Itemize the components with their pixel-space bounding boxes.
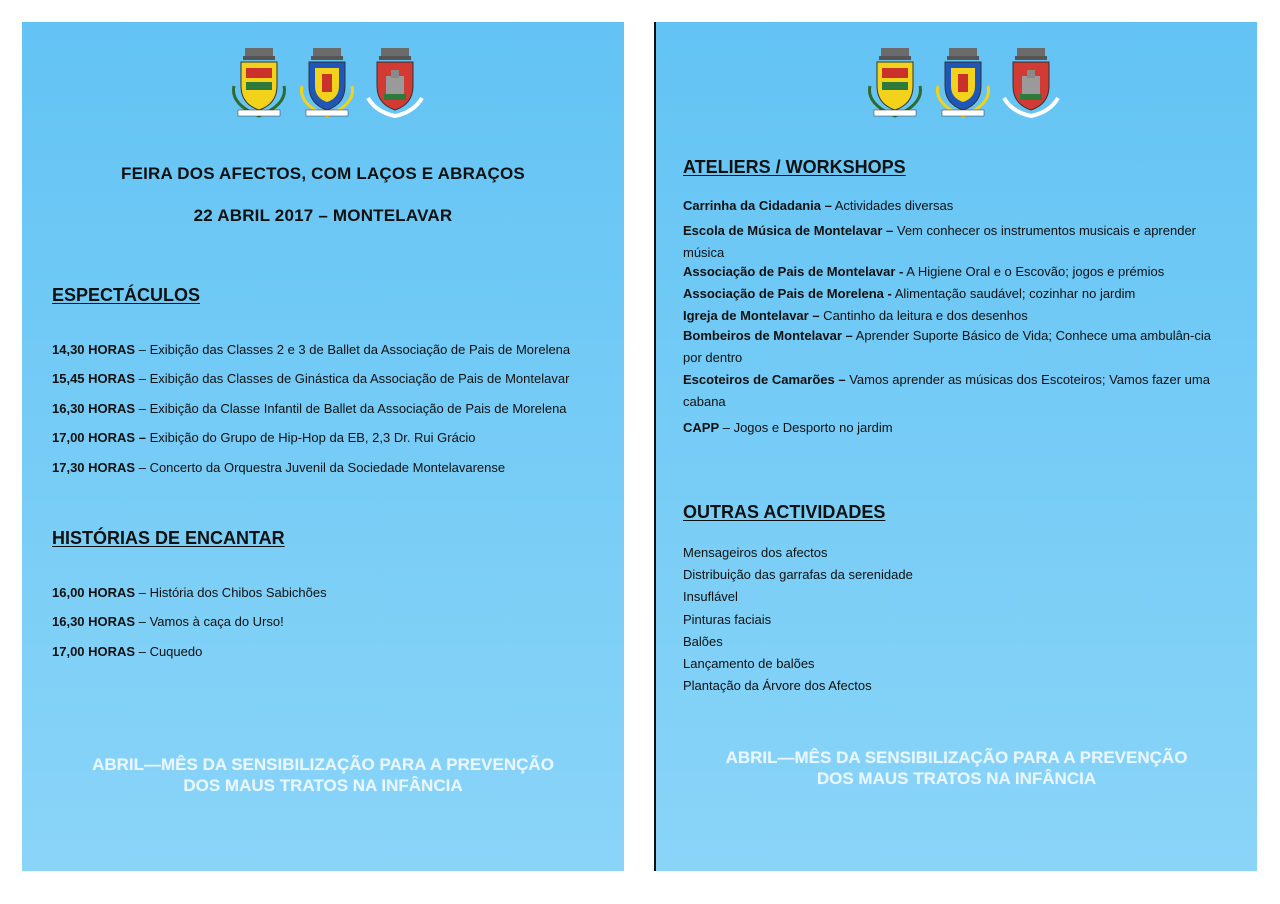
list-item: Mensageiros dos afectos xyxy=(683,545,828,560)
list-item: CAPP – Jogos e Desporto no jardim xyxy=(683,420,893,435)
list-item: Balões xyxy=(683,634,723,649)
list-item: Pinturas faciais xyxy=(683,612,772,627)
list-item: 17,00 HORAS – Cuquedo xyxy=(52,644,203,659)
workshops-heading: ATELIERS / WORKSHOPS xyxy=(683,157,906,177)
footer-line-2: DOS MAUS TRATOS NA INFÂNCIA xyxy=(183,776,463,795)
awareness-footer xyxy=(656,747,1257,789)
shows-heading: ESPECTÁCULOS xyxy=(52,285,201,305)
list-item: Lançamento de balões xyxy=(683,656,815,671)
stories-heading: HISTÓRIAS DE ENCANTAR xyxy=(52,528,285,548)
list-item: Escoteiros de Camarões – Vamos aprender as músicas dos Escoteiros; Vamos fazer uma cabana xyxy=(683,372,1210,409)
other-activities-heading: OUTRAS ACTIVIDADES xyxy=(683,502,886,522)
coat-of-arms-icon xyxy=(364,46,426,120)
coat-of-arms-row xyxy=(228,46,426,120)
coat-of-arms-icon xyxy=(1000,46,1062,120)
left-page xyxy=(22,22,624,871)
event-title: FEIRA DOS AFECTOS, COM LAÇOS E ABRAÇOS xyxy=(121,164,525,183)
coat-of-arms-icon xyxy=(864,46,926,120)
list-item: 17,00 HORAS – Exibição do Grupo de Hip-Hop da EB, 2,3 Dr. Rui Grácio xyxy=(52,430,476,445)
right-page xyxy=(654,22,1257,871)
footer-line-1: ABRIL—MÊS DA SENSIBILIZAÇÃO PARA A PREVENÇÃO xyxy=(92,755,554,774)
coat-of-arms-icon xyxy=(228,46,290,120)
coat-of-arms-icon xyxy=(296,46,358,120)
list-item: Insuflável xyxy=(683,589,738,604)
list-item: Bombeiros de Montelavar – Aprender Suporte Básico de Vida; Conhece uma ambulân-cia por dentro xyxy=(683,328,1211,365)
awareness-footer xyxy=(22,754,624,796)
list-item: 16,30 HORAS – Exibição da Classe Infantil de Ballet da Associação de Pais de Morelena xyxy=(52,401,567,416)
list-item: Igreja de Montelavar – Cantinho da leitura e dos desenhos xyxy=(683,308,1028,323)
coat-of-arms-row xyxy=(864,46,1062,120)
list-item: 17,30 HORAS – Concerto da Orquestra Juvenil da Sociedade Montelavarense xyxy=(52,460,506,475)
list-item: Plantação da Árvore dos Afectos xyxy=(683,678,872,693)
footer-line-2: DOS MAUS TRATOS NA INFÂNCIA xyxy=(816,769,1097,788)
list-item: 15,45 HORAS – Exibição das Classes de Ginástica da Associação de Pais de Montelavar xyxy=(52,371,570,386)
footer-line-1: ABRIL—MÊS DA SENSIBILIZAÇÃO PARA A PREVENÇÃO xyxy=(725,748,1188,767)
coat-of-arms-icon xyxy=(932,46,994,120)
list-item: 16,00 HORAS – História dos Chibos Sabichões xyxy=(52,585,327,600)
list-item: Associação de Pais de Montelavar - A Higiene Oral e o Escovão; jogos e prémios xyxy=(683,264,1165,279)
list-item: Associação de Pais de Morelena - Alimentação saudável; cozinhar no jardim xyxy=(683,286,1136,301)
list-item: Carrinha da Cidadania – Actividades diversas xyxy=(683,198,954,213)
list-item: 16,30 HORAS – Vamos à caça do Urso! xyxy=(52,614,284,629)
list-item: Escola de Música de Montelavar – Vem conhecer os instrumentos musicais e aprender música xyxy=(683,223,1197,260)
list-item: Distribuição das garrafas da serenidade xyxy=(683,567,913,582)
event-date: 22 ABRIL 2017 – MONTELAVAR xyxy=(193,206,453,225)
list-item: 14,30 HORAS – Exibição das Classes 2 e 3 de Ballet da Associação de Pais de Morelena xyxy=(52,342,571,357)
